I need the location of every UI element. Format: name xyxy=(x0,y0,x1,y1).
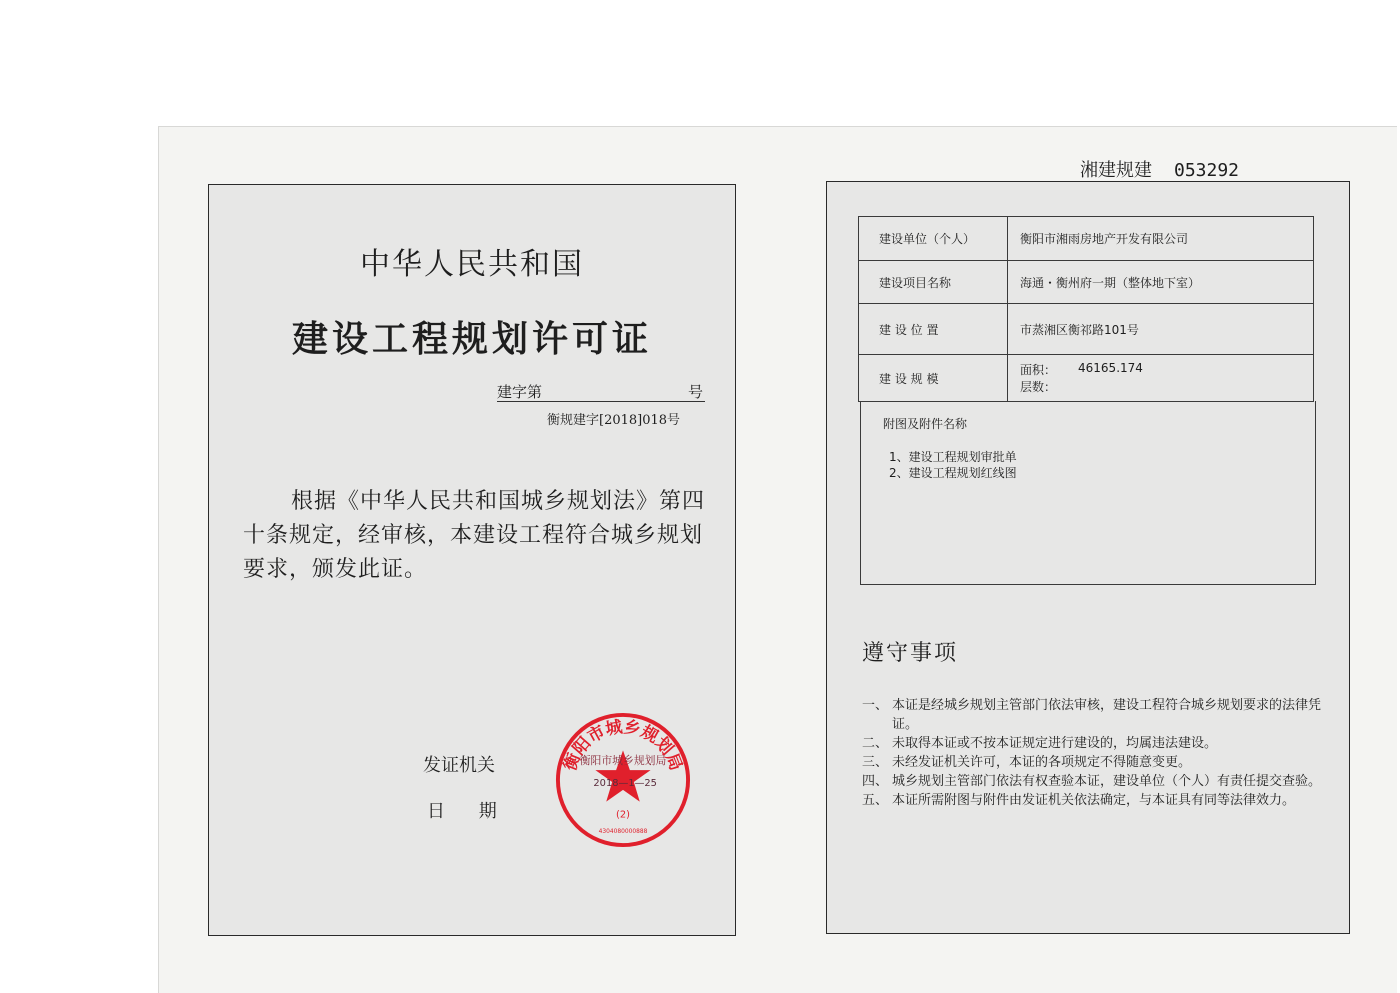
certificate-number: 衡规建字[2018]018号 xyxy=(547,413,681,428)
certificate-number-line xyxy=(497,381,705,402)
serial-digits: 053292 xyxy=(1174,160,1240,181)
attachments-title: 附图及附件名称 xyxy=(883,417,968,431)
note-text: 本证是经城乡规划主管部门依法审核，建设工程符合城乡规划要求的法律凭证。 xyxy=(892,698,1322,732)
seal-inner-text: 衡阳市城乡规划局 xyxy=(579,754,667,768)
table-row xyxy=(859,261,1314,304)
date-label: 日 期 xyxy=(427,801,497,822)
note-index: 二、 xyxy=(862,736,889,751)
left-page xyxy=(208,184,736,936)
row-label: 建 设 位 置 xyxy=(859,304,1008,355)
row-value: 海通・衡州府一期（整体地下室） xyxy=(1008,261,1314,304)
list-item xyxy=(862,753,1324,772)
list-item: 1、建设工程规划审批单 xyxy=(889,450,1017,464)
note-index: 一、 xyxy=(862,698,889,713)
note-text: 本证所需附图与附件由发证机关依法确定，与本证具有同等法律效力。 xyxy=(892,793,1296,808)
number-suffix: 号 xyxy=(687,383,703,401)
area-label: 面积： xyxy=(1020,363,1057,377)
attachments-list xyxy=(889,449,1017,481)
seal-ring-text: 衡阳市城乡规划局 xyxy=(559,716,687,774)
table-row xyxy=(859,304,1314,355)
note-text: 未取得本证或不按本证规定进行建设的，均属违法建设。 xyxy=(892,736,1218,751)
list-item xyxy=(862,696,1324,734)
list-item xyxy=(862,772,1324,791)
note-text: 未经发证机关许可，本证的各项规定不得随意变更。 xyxy=(892,755,1192,770)
notes-title: 遵守事项 xyxy=(862,641,959,666)
seal-date: 2018—1—25 xyxy=(593,777,657,789)
certificate-title: 建设工程规划许可证 xyxy=(291,319,652,360)
official-seal-stamp xyxy=(554,711,692,849)
area-value: 46165.174 xyxy=(1078,361,1143,375)
row-value: 衡阳市湘雨房地产开发有限公司 xyxy=(1008,217,1314,261)
list-item xyxy=(862,791,1324,810)
row-value: 市蒸湘区衡祁路101号 xyxy=(1008,304,1314,355)
seal-sub: (2) xyxy=(616,809,630,821)
attachments-box xyxy=(860,401,1316,585)
area-row xyxy=(1020,361,1313,378)
serial-prefix: 湘建规建 xyxy=(1080,160,1152,181)
issuer-label: 发证机关 xyxy=(423,755,495,776)
row-label: 建设单位（个人） xyxy=(859,217,1008,261)
list-item xyxy=(862,734,1324,753)
list-item: 2、建设工程规划红线图 xyxy=(889,466,1017,480)
serial-number xyxy=(1080,156,1239,182)
table-row xyxy=(859,355,1314,402)
note-index: 四、 xyxy=(862,774,889,789)
seal-code: 4304080000888 xyxy=(598,829,648,836)
scale-value xyxy=(1008,355,1314,402)
certificate-body: 根据《中华人民共和国城乡规划法》第四十条规定，经审核，本建设工程符合城乡规划要求，颁发此证。 xyxy=(243,489,706,582)
note-index: 五、 xyxy=(862,793,889,808)
permit-info-table xyxy=(858,216,1314,402)
number-prefix: 建字第 xyxy=(497,383,543,401)
notes-list xyxy=(862,696,1324,810)
row-label: 建 设 规 模 xyxy=(859,355,1008,402)
note-index: 三、 xyxy=(862,755,889,770)
table-row xyxy=(859,217,1314,261)
note-text: 城乡规划主管部门依法有权查验本证，建设单位（个人）有责任提交查验。 xyxy=(892,774,1322,789)
floors-label: 层数： xyxy=(1020,380,1057,394)
row-label: 建设项目名称 xyxy=(859,261,1008,304)
country-name: 中华人民共和国 xyxy=(360,247,584,282)
